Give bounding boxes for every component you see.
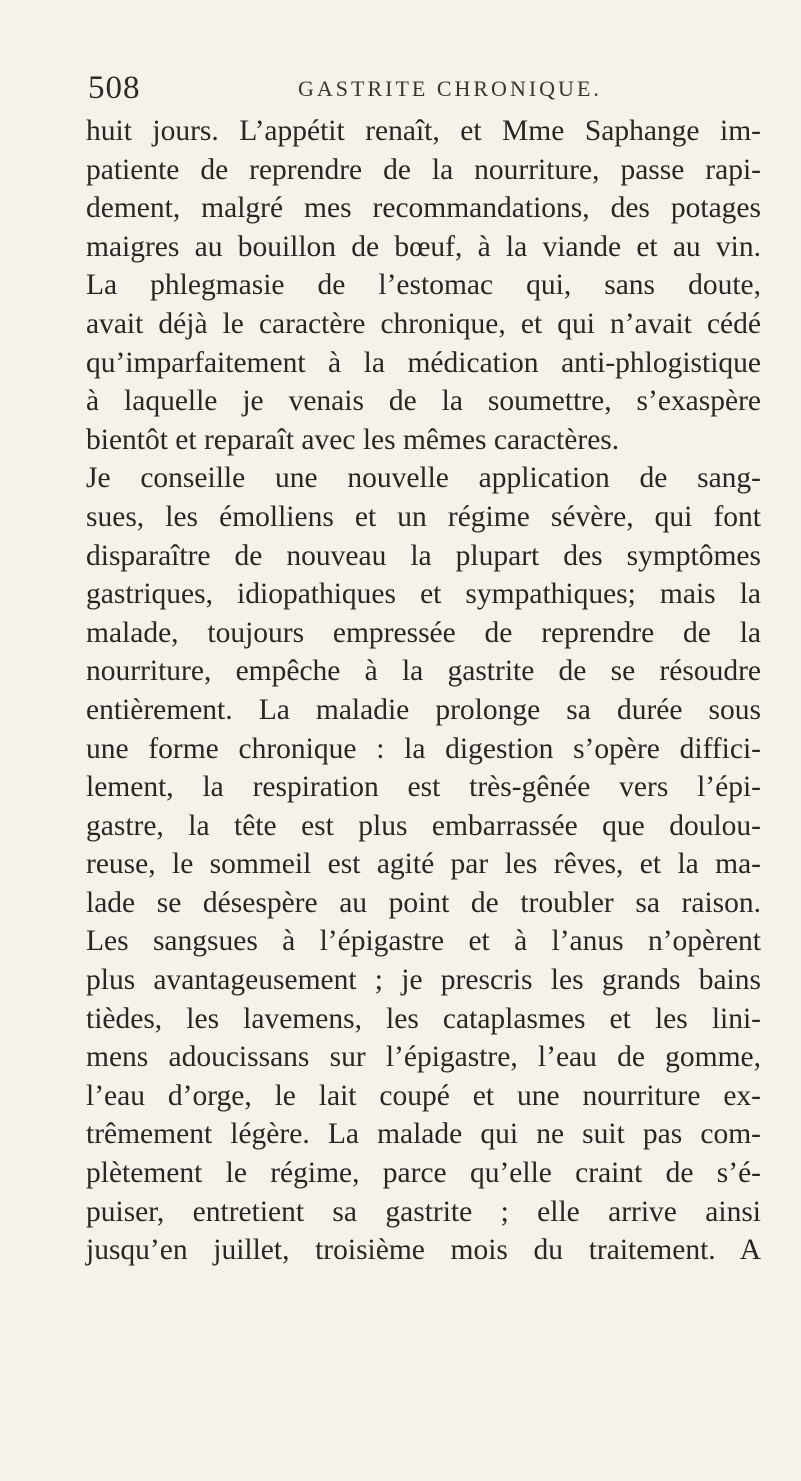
text-line: gastre, la tête est plus embarrassée que doulou-: [86, 809, 761, 842]
text-line: une forme chronique : la digestion s’opère diffici-: [86, 732, 761, 765]
text-line: mens adoucissans sur l’épigastre, l’eau de gomme,: [86, 1041, 761, 1074]
text-line: maigres au bouillon de bœuf, à la viande et au vin.: [86, 230, 761, 263]
text-line: plètement le régime, parce qu’elle craint de s’é-: [86, 1157, 761, 1190]
text-line: lade se désespère au point de troubler sa raison.: [86, 886, 761, 919]
text-line: qu’imparfaitement à la médication anti-phlogistique: [86, 346, 761, 379]
text-line: nourriture, empêche à la gastrite de se résoudre: [86, 655, 761, 688]
text-line: trêmement légère. La malade qui ne suit pas com-: [86, 1118, 761, 1151]
text-line: l’eau d’orge, le lait coupé et une nourriture ex-: [86, 1079, 761, 1112]
text-line: gastriques, idiopathiques et sympathiques; mais la: [86, 578, 761, 611]
text-line: lement, la respiration est très-gênée vers l’épi-: [86, 771, 761, 804]
text-line: plus avantageusement ; je prescris les grands bains: [86, 964, 761, 997]
text-line: tièdes, les lavemens, les cataplasmes et les lini-: [86, 1002, 761, 1035]
text-line: La phlegmasie de l’estomac qui, sans doute,: [86, 269, 761, 302]
text-line: disparaître de nouveau la plupart des symptômes: [86, 539, 761, 572]
text-line: patiente de reprendre de la nourriture, passe rapi-: [86, 153, 761, 186]
text-line: à laquelle je venais de la soumettre, s’exaspère: [86, 385, 761, 418]
text-line: bientôt et reparaît avec les mêmes caractères.: [86, 423, 620, 456]
text-line: avait déjà le caractère chronique, et qui n’avait cédé: [86, 307, 761, 340]
text-line: sues, les émolliens et un régime sévère, qui font: [86, 500, 761, 533]
page-number: 508: [88, 69, 141, 106]
text-line: Je conseille une nouvelle application de sang-: [86, 462, 761, 495]
text-line: jusqu’en juillet, troisième mois du traitement. A: [86, 1234, 761, 1267]
page-header: [88, 68, 771, 108]
running-head: GASTRITE CHRONIQUE.: [298, 76, 602, 101]
text-line: dement, malgré mes recommandations, des potages: [86, 192, 761, 225]
text-line: reuse, le sommeil est agité par les rêves, et la ma-: [86, 848, 761, 881]
text-line: puiser, entretient sa gastrite ; elle arrive ainsi: [86, 1195, 761, 1228]
text-line: huit jours. L’appétit renaît, et Mme Saphange im-: [86, 115, 761, 147]
text-line: Les sangsues à l’épigastre et à l’anus n’opèrent: [86, 925, 761, 958]
text-line: entièrement. La maladie prolonge sa durée sous: [86, 693, 761, 726]
text-line: malade, toujours empressée de reprendre de la: [86, 616, 761, 649]
body-text: [86, 112, 761, 1270]
